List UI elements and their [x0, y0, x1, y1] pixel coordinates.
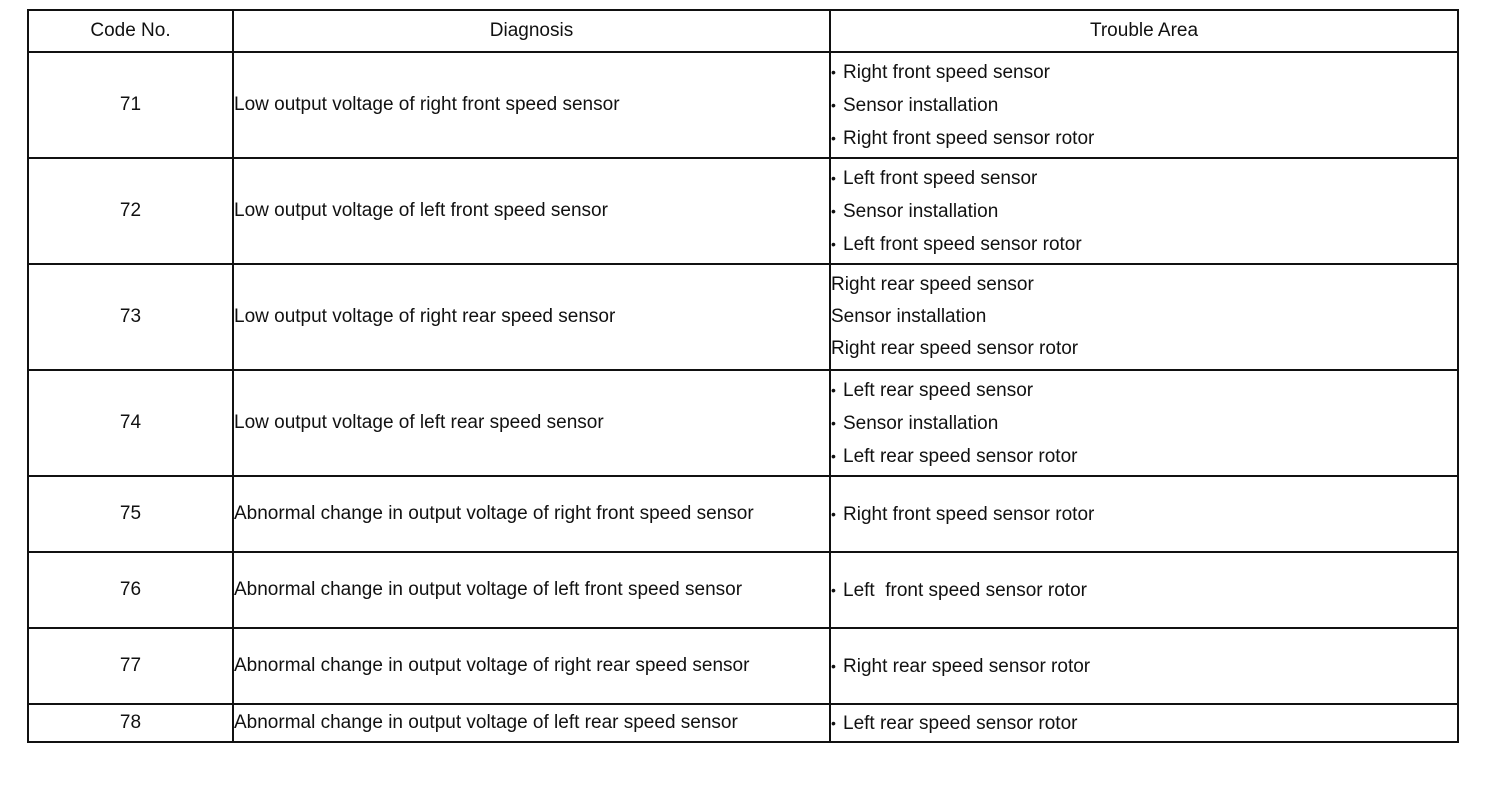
trouble-area-cell: [830, 370, 1458, 476]
trouble-area-cell: [830, 476, 1458, 552]
trouble-area-cell: [830, 628, 1458, 704]
trouble-area-list: [831, 574, 1457, 607]
trouble-area-list: [831, 374, 1457, 473]
trouble-area-cell: [830, 264, 1458, 370]
diagnosis-cell: Abnormal change in output voltage of left front speed sensor: [233, 552, 830, 628]
bullet-icon: •: [831, 714, 836, 731]
diagnosis-cell: Low output voltage of right front speed sensor: [233, 52, 830, 158]
table-row: [28, 52, 1458, 158]
trouble-area-cell: [830, 552, 1458, 628]
table-row: [28, 264, 1458, 370]
diagnosis-cell: Low output voltage of right rear speed sensor: [233, 264, 830, 370]
trouble-area-item: • Sensor installation: [831, 407, 1457, 440]
table-row: [28, 552, 1458, 628]
trouble-area-list: [831, 650, 1457, 683]
trouble-area-item: • Left front speed sensor rotor: [831, 574, 1457, 607]
diagnostic-code-table: [27, 9, 1459, 743]
trouble-area-item: • Right front speed sensor: [831, 56, 1457, 89]
trouble-area-item: Sensor installation: [831, 306, 987, 327]
diagnosis-cell: Abnormal change in output voltage of left rear speed sensor: [233, 704, 830, 742]
table-row: [28, 628, 1458, 704]
code-cell: 76: [28, 552, 233, 628]
bullet-icon: •: [831, 129, 836, 146]
trouble-area-cell: [830, 158, 1458, 264]
table-row: [28, 704, 1458, 742]
header-code-no: Code No.: [28, 10, 233, 52]
bullet-icon: •: [831, 381, 836, 398]
bullet-icon: •: [831, 657, 836, 674]
trouble-area-item: • Left front speed sensor rotor: [831, 228, 1457, 261]
trouble-area-list: [831, 56, 1457, 155]
bullet-icon: •: [831, 169, 836, 186]
diagnosis-cell: Low output voltage of left rear speed sensor: [233, 370, 830, 476]
code-cell: 73: [28, 264, 233, 370]
bullet-icon: •: [831, 581, 836, 598]
trouble-area-item: • Left front speed sensor: [831, 162, 1457, 195]
trouble-area-item: Right rear speed sensor rotor: [831, 338, 1079, 359]
trouble-area-item: • Right front speed sensor rotor: [831, 122, 1457, 155]
trouble-area-list: [831, 711, 1457, 736]
header-trouble-area: Trouble Area: [830, 10, 1458, 52]
header-diagnosis: Diagnosis: [233, 10, 830, 52]
bullet-icon: •: [831, 202, 836, 219]
code-cell: 75: [28, 476, 233, 552]
trouble-area-cell: [830, 704, 1458, 742]
trouble-area-item: • Right front speed sensor rotor: [831, 498, 1457, 531]
diagnosis-cell: Low output voltage of left front speed sensor: [233, 158, 830, 264]
bullet-icon: •: [831, 96, 836, 113]
trouble-area-item: • Left rear speed sensor: [831, 374, 1457, 407]
bullet-icon: •: [831, 235, 836, 252]
trouble-area-item: • Left rear speed sensor rotor: [831, 440, 1457, 473]
trouble-area-list: [831, 269, 1457, 365]
trouble-area-item: • Right rear speed sensor rotor: [831, 650, 1457, 683]
bullet-icon: •: [831, 414, 836, 431]
diagnosis-cell: Abnormal change in output voltage of right front speed sensor: [233, 476, 830, 552]
table-header-row: [28, 10, 1458, 52]
trouble-area-item: • Sensor installation: [831, 89, 1457, 122]
trouble-area-item: Right rear speed sensor: [831, 274, 1034, 295]
code-cell: 74: [28, 370, 233, 476]
table-row: [28, 476, 1458, 552]
trouble-area-item: • Left rear speed sensor rotor: [831, 712, 1078, 734]
diagnosis-cell: Abnormal change in output voltage of right rear speed sensor: [233, 628, 830, 704]
trouble-area-list: [831, 162, 1457, 261]
trouble-area-cell: [830, 52, 1458, 158]
code-cell: 72: [28, 158, 233, 264]
code-cell: 71: [28, 52, 233, 158]
code-cell: 78: [28, 704, 233, 742]
bullet-icon: •: [831, 505, 836, 522]
trouble-area-list: [831, 498, 1457, 531]
table-row: [28, 370, 1458, 476]
trouble-area-item: • Sensor installation: [831, 195, 1457, 228]
bullet-icon: •: [831, 447, 836, 464]
bullet-icon: •: [831, 63, 836, 80]
code-cell: 77: [28, 628, 233, 704]
table-row: [28, 158, 1458, 264]
